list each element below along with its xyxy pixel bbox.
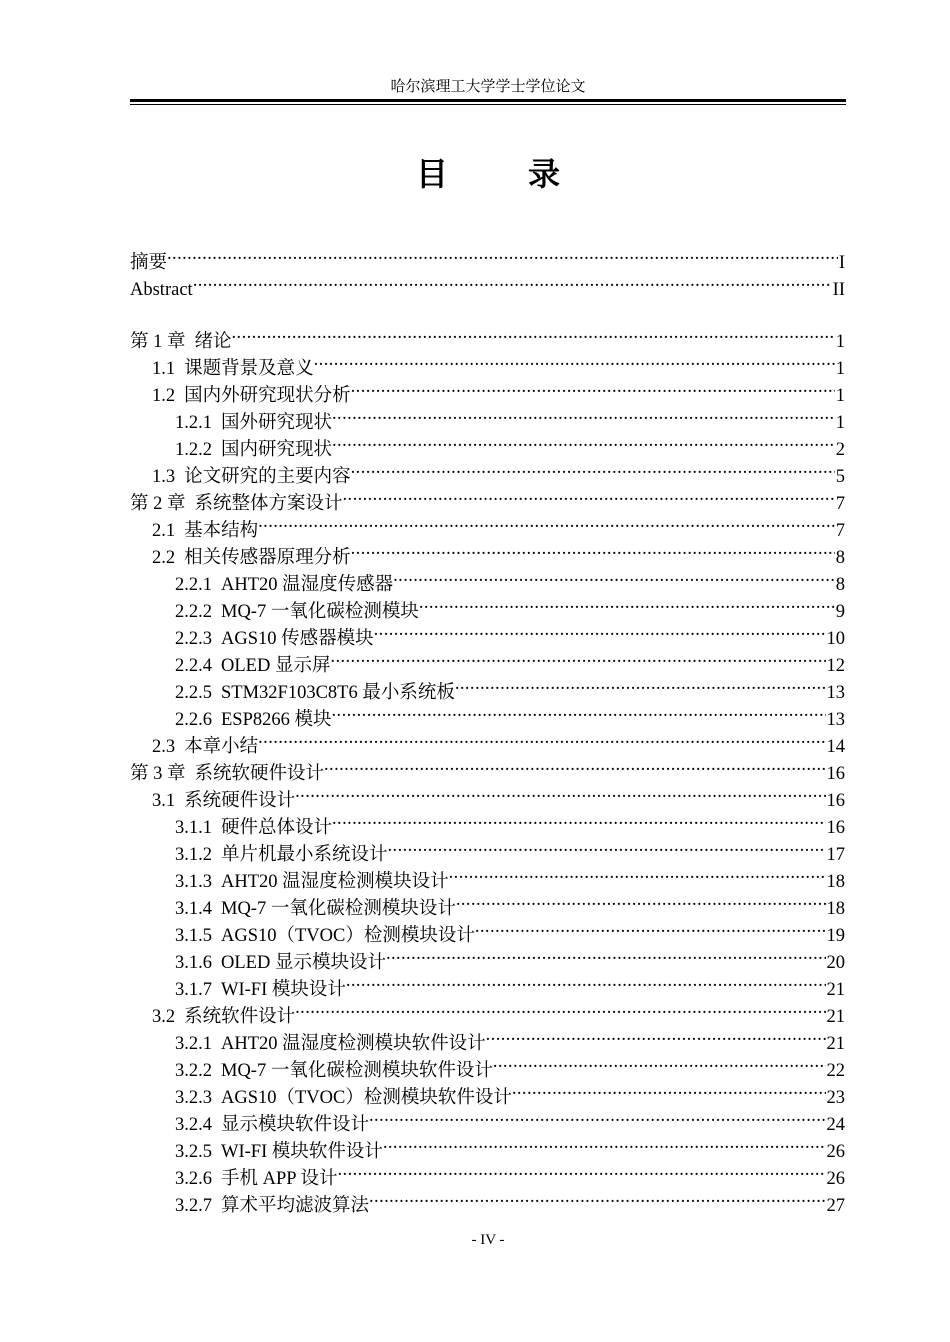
toc-dot-leader <box>419 590 835 617</box>
toc-entry-label: AHT20 温湿度传感器 <box>221 575 394 595</box>
toc-entry-number: 3.1.5 <box>175 926 212 946</box>
toc-dot-leader <box>314 347 835 374</box>
toc-entry-page: 22 <box>826 1061 845 1081</box>
toc-entry-number: 3.2.3 <box>175 1088 212 1108</box>
toc-entry-number: 第 1 章 <box>130 332 186 352</box>
toc-dot-leader <box>388 833 826 860</box>
toc-entry-number: 1.2.2 <box>175 440 212 460</box>
toc-entry-page: 8 <box>835 575 845 595</box>
toc-entry-number: 3.2 <box>152 1007 176 1027</box>
toc-entry-number: 2.2.2 <box>175 602 212 622</box>
toc-entry-number: 2.2.5 <box>175 683 212 703</box>
toc-dot-leader <box>343 482 835 509</box>
toc-entry-page: 8 <box>835 548 845 568</box>
toc-entry-number: 3.2.2 <box>175 1061 212 1081</box>
toc-entry-number: 3.1.1 <box>175 818 212 838</box>
toc-entry-page: II <box>832 280 845 300</box>
toc-entry-page: 27 <box>826 1196 845 1216</box>
toc-dot-leader <box>512 1076 826 1103</box>
toc-dot-leader <box>475 914 826 941</box>
toc-entry-page: 1 <box>835 332 845 352</box>
toc-entry-label: 相关传感器原理分析 <box>184 548 351 568</box>
toc-dot-leader <box>369 1184 825 1211</box>
toc-entry-number: 3.2.4 <box>175 1115 212 1135</box>
toc-dot-leader <box>338 1157 826 1184</box>
toc-dot-leader <box>324 752 825 779</box>
toc-entry-label: 论文研究的主要内容 <box>184 467 351 487</box>
toc-entry-number: 3.2.6 <box>175 1169 212 1189</box>
toc-entry-number: 2.2.6 <box>175 710 212 730</box>
toc-entry-page: 17 <box>826 845 845 865</box>
toc-entry-label: AGS10（TVOC）检测模块软件设计 <box>221 1088 512 1108</box>
toc-entry-label: 系统整体方案设计 <box>194 494 343 514</box>
toc-entry-label: OLED 显示模块设计 <box>221 953 386 973</box>
toc-entry-number: 3.2.5 <box>175 1142 212 1162</box>
toc-entry-page: 7 <box>835 494 845 514</box>
header-rule-thin <box>130 104 846 105</box>
toc-dot-leader <box>258 725 825 752</box>
toc-entry-page: 9 <box>835 602 845 622</box>
toc-entry-label: Abstract <box>130 280 193 300</box>
toc-dot-leader <box>232 320 835 347</box>
toc-entry-number: 第 3 章 <box>130 764 186 784</box>
toc-dot-leader <box>167 241 838 268</box>
toc-entry-page: 5 <box>835 467 845 487</box>
toc-entry[interactable] <box>130 347 845 379</box>
toc-entry-page: 2 <box>835 440 845 460</box>
toc-entry-label: AGS10 传感器模块 <box>221 629 374 649</box>
table-of-contents <box>130 241 845 1216</box>
toc-entry-number: 3.1.3 <box>175 872 212 892</box>
toc-entry-page: 21 <box>826 1007 845 1027</box>
toc-dot-leader <box>369 1103 825 1130</box>
toc-entry-page: 26 <box>826 1169 845 1189</box>
toc-entry-label: 本章小结 <box>184 737 259 757</box>
toc-entry-page: 13 <box>826 683 845 703</box>
toc-entry-label: 系统硬件设计 <box>184 791 296 811</box>
toc-dot-leader <box>332 401 835 428</box>
toc-entry-page: 16 <box>826 818 845 838</box>
toc-entry-number: 2.2.4 <box>175 656 212 676</box>
toc-dot-leader <box>456 887 826 914</box>
toc-entry-page: 21 <box>826 1034 845 1054</box>
toc-entry-label: WI-FI 模块软件设计 <box>221 1142 383 1162</box>
toc-entry-number: 2.3 <box>152 737 176 757</box>
header-rule-thick <box>130 99 846 102</box>
toc-entry-label: 单片机最小系统设计 <box>221 845 388 865</box>
toc-entry-page: 1 <box>835 386 845 406</box>
toc-entry-page: 21 <box>826 980 845 1000</box>
toc-entry-number: 2.2.3 <box>175 629 212 649</box>
toc-dot-leader <box>295 779 825 806</box>
toc-entry-number: 1.3 <box>152 467 176 487</box>
toc-entry-page: 1 <box>835 413 845 433</box>
toc-entry-number: 3.2.1 <box>175 1034 212 1054</box>
toc-entry-number: 3.1.4 <box>175 899 212 919</box>
toc-entry-page: 12 <box>826 656 845 676</box>
toc-entry-label: OLED 显示屏 <box>221 656 331 676</box>
toc-entry-page: 13 <box>826 710 845 730</box>
toc-entry-page: 26 <box>826 1142 845 1162</box>
toc-entry-page: 16 <box>826 764 845 784</box>
toc-entry-number: 3.2.7 <box>175 1196 212 1216</box>
toc-entry-label: 算术平均滤波算法 <box>221 1196 370 1216</box>
page-number: - IV - <box>471 1232 505 1248</box>
toc-dot-leader <box>493 1049 826 1076</box>
toc-entry-page: 10 <box>826 629 845 649</box>
toc-dot-leader <box>393 563 835 590</box>
toc-entry-page: 20 <box>826 953 845 973</box>
toc-entry-number: 3.1.7 <box>175 980 212 1000</box>
toc-entry-label: MQ-7 一氧化碳检测模块软件设计 <box>221 1061 493 1081</box>
toc-dot-leader <box>332 806 825 833</box>
toc-dot-leader <box>383 1130 826 1157</box>
toc-entry-page: I <box>838 253 845 273</box>
toc-entry-number: 3.1.6 <box>175 953 212 973</box>
toc-entry[interactable] <box>130 320 845 352</box>
toc-entry-page: 1 <box>835 359 845 379</box>
toc-entry-label: 绪论 <box>194 332 232 352</box>
toc-entry-label: WI-FI 模块设计 <box>221 980 346 1000</box>
toc-dot-leader <box>351 536 835 563</box>
toc-entry-label: 显示模块软件设计 <box>221 1115 370 1135</box>
toc-entry-number: 1.1 <box>152 359 176 379</box>
toc-dot-leader <box>486 1022 826 1049</box>
toc-dot-leader <box>455 671 826 698</box>
running-header: 哈尔滨理工大学学士学位论文 <box>390 79 586 95</box>
toc-entry-label: AHT20 温湿度检测模块软件设计 <box>221 1034 486 1054</box>
toc-entry-label: 手机 APP 设计 <box>221 1169 338 1189</box>
toc-entry-label: 系统软件设计 <box>184 1007 296 1027</box>
toc-dot-leader <box>332 698 826 725</box>
toc-entry-number: 1.2 <box>152 386 176 406</box>
toc-entry-label: 国内研究现状 <box>221 440 333 460</box>
toc-dot-leader <box>351 455 835 482</box>
toc-entry-number: 2.1 <box>152 521 176 541</box>
toc-entry[interactable] <box>130 268 845 300</box>
toc-dot-leader <box>374 617 826 644</box>
toc-entry-number: 2.2.1 <box>175 575 212 595</box>
toc-dot-leader <box>449 860 826 887</box>
toc-dot-leader <box>346 968 826 995</box>
toc-entry-label: STM32F103C8T6 最小系统板 <box>221 683 455 703</box>
toc-entry-label: MQ-7 一氧化碳检测模块 <box>221 602 419 622</box>
toc-entry-number: 1.2.1 <box>175 413 212 433</box>
toc-entry-label: AGS10（TVOC）检测模块设计 <box>221 926 475 946</box>
toc-dot-leader <box>386 941 826 968</box>
toc-dot-leader <box>295 995 825 1022</box>
toc-entry-page: 23 <box>826 1088 845 1108</box>
toc-entry-number: 3.1 <box>152 791 176 811</box>
toc-entry[interactable] <box>130 241 845 273</box>
toc-entry-label: 系统软硬件设计 <box>194 764 325 784</box>
toc-entry-page: 16 <box>826 791 845 811</box>
toc-entry-page: 14 <box>826 737 845 757</box>
toc-entry-page: 7 <box>835 521 845 541</box>
toc-entry-label: 课题背景及意义 <box>184 359 314 379</box>
toc-dot-leader <box>332 428 835 455</box>
toc-entry-page: 18 <box>826 872 845 892</box>
toc-entry-label: 国内外研究现状分析 <box>184 386 351 406</box>
toc-entry-label: 基本结构 <box>184 521 259 541</box>
page-title: 目 录 <box>415 155 584 193</box>
toc-entry-page: 24 <box>826 1115 845 1135</box>
toc-entry-number: 第 2 章 <box>130 494 186 514</box>
toc-entry-label: 国外研究现状 <box>221 413 333 433</box>
toc-entry-page: 18 <box>826 899 845 919</box>
toc-dot-leader <box>330 644 825 671</box>
toc-dot-leader <box>258 509 835 536</box>
toc-entry-label: 摘要 <box>130 253 168 273</box>
toc-entry-page: 19 <box>826 926 845 946</box>
toc-entry-number: 3.1.2 <box>175 845 212 865</box>
toc-entry-label: 硬件总体设计 <box>221 818 333 838</box>
toc-entry-label: ESP8266 模块 <box>221 710 332 730</box>
toc-entry-label: AHT20 温湿度检测模块设计 <box>221 872 449 892</box>
toc-dot-leader <box>193 268 832 295</box>
toc-dot-leader <box>351 374 835 401</box>
toc-entry-label: MQ-7 一氧化碳检测模块设计 <box>221 899 456 919</box>
toc-entry-number: 2.2 <box>152 548 176 568</box>
